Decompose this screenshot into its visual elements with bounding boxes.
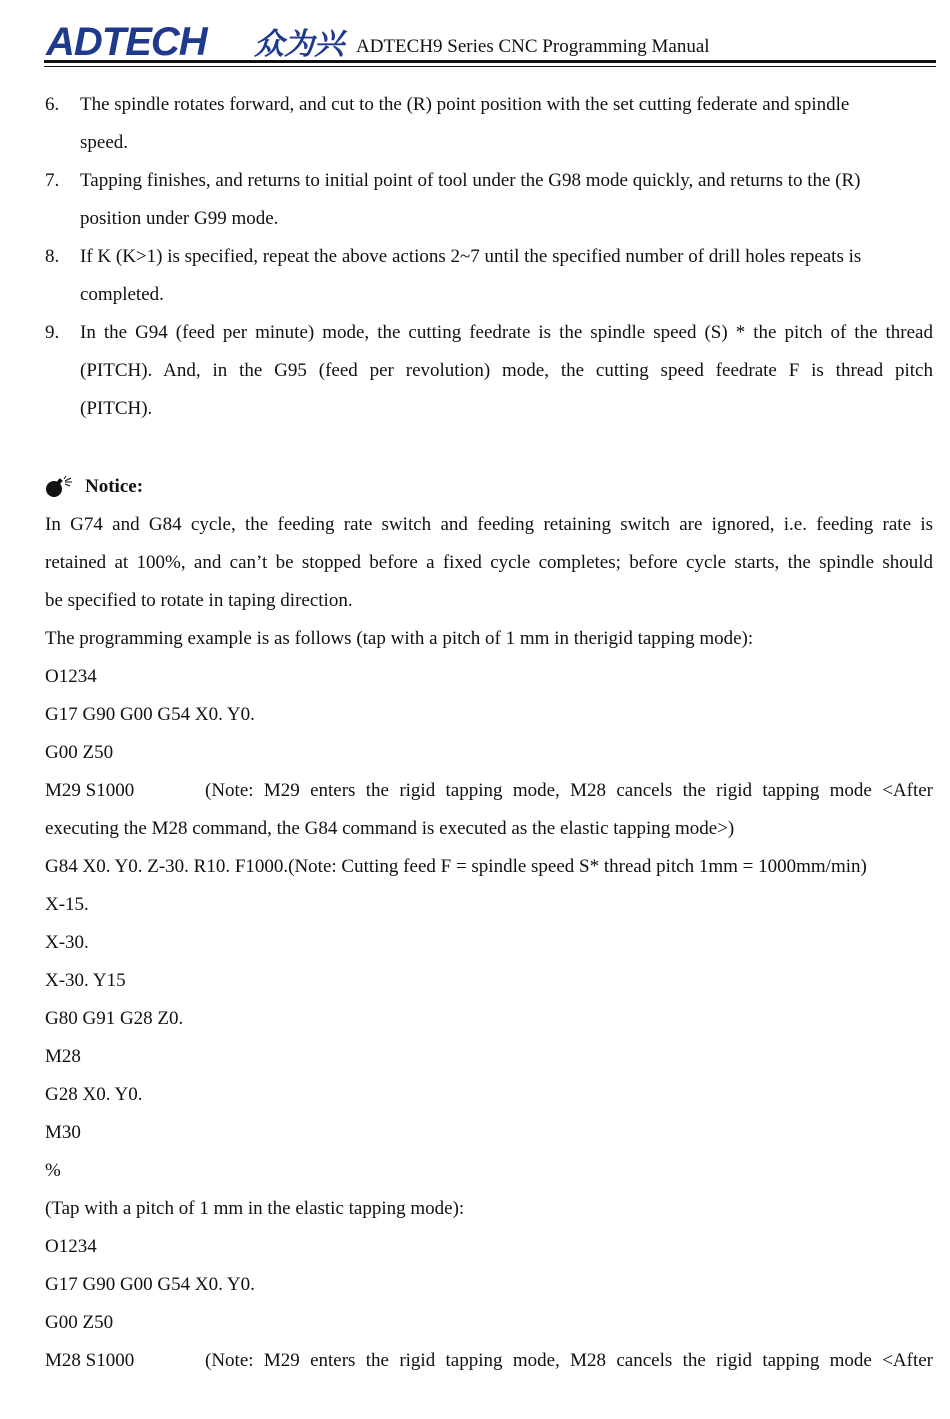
page-content <box>45 86 933 1380</box>
header-rule <box>44 60 936 63</box>
code-line: M30 <box>45 1122 81 1143</box>
list-item <box>45 314 933 428</box>
code-note: (Note: M29 enters the rigid tapping mode, M28 cancels the rigid tapping mode <After <box>205 780 933 801</box>
svg-text:众为兴: 众为兴 <box>254 28 344 60</box>
code-line: X-15. <box>45 894 89 915</box>
notice-text: retained at 100%, and can’t be stopped before a fixed cycle completes; before cycle starts, the spindle should <box>45 552 933 573</box>
item-text: If K (K>1) is specified, repeat the above actions 2~7 until the specified number of drill holes repeats is <box>80 246 862 267</box>
item-text: completed. <box>80 284 164 305</box>
code-line: O1234 <box>45 1236 97 1257</box>
item-text: (PITCH). <box>80 398 153 419</box>
item-number: 7. <box>45 170 60 191</box>
code-line: % <box>45 1160 61 1181</box>
item-text: The spindle rotates forward, and cut to the (R) point position with the set cutting federate and spindle <box>80 94 850 115</box>
notice-label: Notice: <box>85 476 144 497</box>
code-line: G17 G90 G00 G54 X0. Y0. <box>45 1274 255 1295</box>
example-intro: The programming example is as follows (tap with a pitch of 1 mm in therigid tapping mode): <box>45 628 754 649</box>
item-number: 9. <box>45 322 60 343</box>
item-text: In the G94 (feed per minute) mode, the cutting feedrate is the spindle speed (S) * the pitch of the thread <box>80 322 933 343</box>
item-text: Tapping finishes, and returns to initial point of tool under the G98 mode quickly, and returns to the (R) <box>80 170 861 191</box>
code-line: G00 Z50 <box>45 1312 114 1333</box>
item-text: position under G99 mode. <box>80 208 279 229</box>
code-line-with-note <box>45 772 933 810</box>
item-number: 8. <box>45 246 60 267</box>
code-line: X-30. Y15 <box>45 970 126 991</box>
item-text: (PITCH). And, in the G95 (feed per revolution) mode, the cutting speed feedrate F is thread pitch <box>80 360 933 381</box>
code-note: (Note: M29 enters the rigid tapping mode, M28 cancels the rigid tapping mode <After <box>205 1350 933 1371</box>
list-item <box>45 162 933 238</box>
item-number: 6. <box>45 94 60 115</box>
code-line: G00 Z50 <box>45 742 114 763</box>
code-line: G28 X0. Y0. <box>45 1084 143 1105</box>
svg-text:ADTECH: ADTECH <box>46 22 207 60</box>
code-command: M29 S1000 <box>45 780 135 801</box>
code-command: M28 S1000 <box>45 1350 135 1371</box>
code-line: G84 X0. Y0. Z-30. R10. F1000.(Note: Cutting feed F = spindle speed S* thread pitch 1mm = 1000mm/min) <box>45 856 867 877</box>
list-item <box>45 86 933 162</box>
notice-text: be specified to rotate in taping direction. <box>45 590 353 611</box>
notice-heading <box>45 468 933 506</box>
elastic-intro: (Tap with a pitch of 1 mm in the elastic tapping mode): <box>45 1198 465 1219</box>
code-line-with-note <box>45 1342 933 1380</box>
code-line: M28 <box>45 1046 81 1067</box>
bomb-icon <box>45 476 73 498</box>
item-text: speed. <box>80 132 129 153</box>
code-note-continued: executing the M28 command, the G84 command is executed as the elastic tapping mode>) <box>45 818 735 839</box>
list-item <box>45 238 933 314</box>
code-line: G80 G91 G28 Z0. <box>45 1008 184 1029</box>
manual-title: ADTECH9 Series CNC Programming Manual <box>356 36 710 57</box>
code-line: O1234 <box>45 666 97 687</box>
header-rule-thin <box>44 66 936 67</box>
code-line: G17 G90 G00 G54 X0. Y0. <box>45 704 255 725</box>
adtech-logo <box>44 22 356 60</box>
notice-text: In G74 and G84 cycle, the feeding rate switch and feeding retaining switch are ignored, i.e. feeding rate is <box>45 514 933 535</box>
code-line: X-30. <box>45 932 89 953</box>
